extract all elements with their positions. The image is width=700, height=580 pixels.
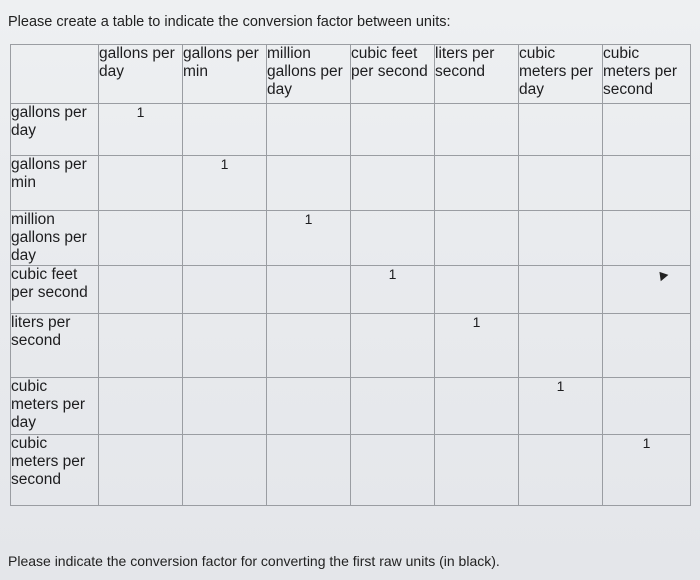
table-cell[interactable] bbox=[183, 266, 267, 314]
row-header: cubic meters per day bbox=[11, 378, 99, 435]
table-cell[interactable] bbox=[183, 378, 267, 435]
table-cell[interactable] bbox=[351, 104, 435, 156]
row-header: cubic meters per second bbox=[11, 435, 99, 506]
diagonal-cell[interactable]: 1 bbox=[519, 378, 603, 435]
table-row bbox=[11, 156, 691, 211]
table-cell[interactable] bbox=[99, 314, 183, 378]
table-cell[interactable] bbox=[519, 156, 603, 211]
table-cell[interactable] bbox=[267, 378, 351, 435]
table-cell[interactable] bbox=[267, 435, 351, 506]
table-cell[interactable] bbox=[519, 211, 603, 266]
table-cell[interactable] bbox=[435, 266, 519, 314]
table-cell[interactable] bbox=[603, 104, 691, 156]
table-row bbox=[11, 266, 691, 314]
table-cell[interactable] bbox=[183, 211, 267, 266]
row-header: gallons per min bbox=[11, 156, 99, 211]
row-header: million gallons per day bbox=[11, 211, 99, 266]
table-cell[interactable] bbox=[603, 314, 691, 378]
table-cell[interactable] bbox=[351, 314, 435, 378]
table-cell[interactable] bbox=[99, 378, 183, 435]
table-cell[interactable] bbox=[603, 156, 691, 211]
table-row bbox=[11, 378, 691, 435]
instruction-text: Please create a table to indicate the conversion factor between units: bbox=[8, 14, 451, 30]
table-cell[interactable] bbox=[99, 266, 183, 314]
column-header: liters per second bbox=[435, 45, 519, 104]
table-cell[interactable] bbox=[351, 435, 435, 506]
table-cell[interactable] bbox=[351, 211, 435, 266]
diagonal-cell[interactable]: 1 bbox=[435, 314, 519, 378]
table-cell[interactable] bbox=[435, 378, 519, 435]
column-header: cubic feet per second bbox=[351, 45, 435, 104]
footnote-text: Please indicate the conversion factor for converting the first raw units (in black). bbox=[8, 553, 500, 569]
table-cell[interactable] bbox=[267, 104, 351, 156]
diagonal-cell[interactable]: 1 bbox=[351, 266, 435, 314]
diagonal-cell[interactable]: 1 bbox=[603, 435, 691, 506]
table-cell[interactable] bbox=[603, 211, 691, 266]
table-cell[interactable] bbox=[99, 156, 183, 211]
table-cell[interactable] bbox=[99, 435, 183, 506]
table-cell[interactable] bbox=[435, 435, 519, 506]
table-cell[interactable] bbox=[183, 314, 267, 378]
diagonal-cell[interactable]: 1 bbox=[99, 104, 183, 156]
cursor-icon bbox=[655, 269, 668, 282]
column-header: gallons per min bbox=[183, 45, 267, 104]
table-row bbox=[11, 435, 691, 506]
table-cell[interactable] bbox=[603, 378, 691, 435]
table-cell[interactable] bbox=[435, 211, 519, 266]
conversion-table bbox=[10, 44, 691, 506]
corner-cell bbox=[11, 45, 99, 104]
table-cell[interactable] bbox=[351, 156, 435, 211]
column-header: gallons per day bbox=[99, 45, 183, 104]
table-cell[interactable] bbox=[519, 314, 603, 378]
diagonal-cell[interactable]: 1 bbox=[183, 156, 267, 211]
table-cell[interactable] bbox=[519, 435, 603, 506]
table-cell[interactable] bbox=[519, 266, 603, 314]
column-header: million gallons per day bbox=[267, 45, 351, 104]
diagonal-cell[interactable]: 1 bbox=[267, 211, 351, 266]
table-cell[interactable] bbox=[267, 266, 351, 314]
column-header: cubic meters per second bbox=[603, 45, 691, 104]
table-row bbox=[11, 104, 691, 156]
table-cell[interactable] bbox=[435, 156, 519, 211]
table-cell[interactable] bbox=[267, 314, 351, 378]
table-cell[interactable] bbox=[183, 435, 267, 506]
table-row bbox=[11, 211, 691, 266]
table-row bbox=[11, 314, 691, 378]
table-cell[interactable] bbox=[603, 266, 691, 314]
column-header: cubic meters per day bbox=[519, 45, 603, 104]
table-cell[interactable] bbox=[435, 104, 519, 156]
row-header: gallons per day bbox=[11, 104, 99, 156]
row-header: liters per second bbox=[11, 314, 99, 378]
table-cell[interactable] bbox=[267, 156, 351, 211]
header-row bbox=[11, 45, 691, 104]
table-cell[interactable] bbox=[99, 211, 183, 266]
table-cell[interactable] bbox=[351, 378, 435, 435]
table-cell[interactable] bbox=[519, 104, 603, 156]
table-cell[interactable] bbox=[183, 104, 267, 156]
row-header: cubic feet per second bbox=[11, 266, 99, 314]
